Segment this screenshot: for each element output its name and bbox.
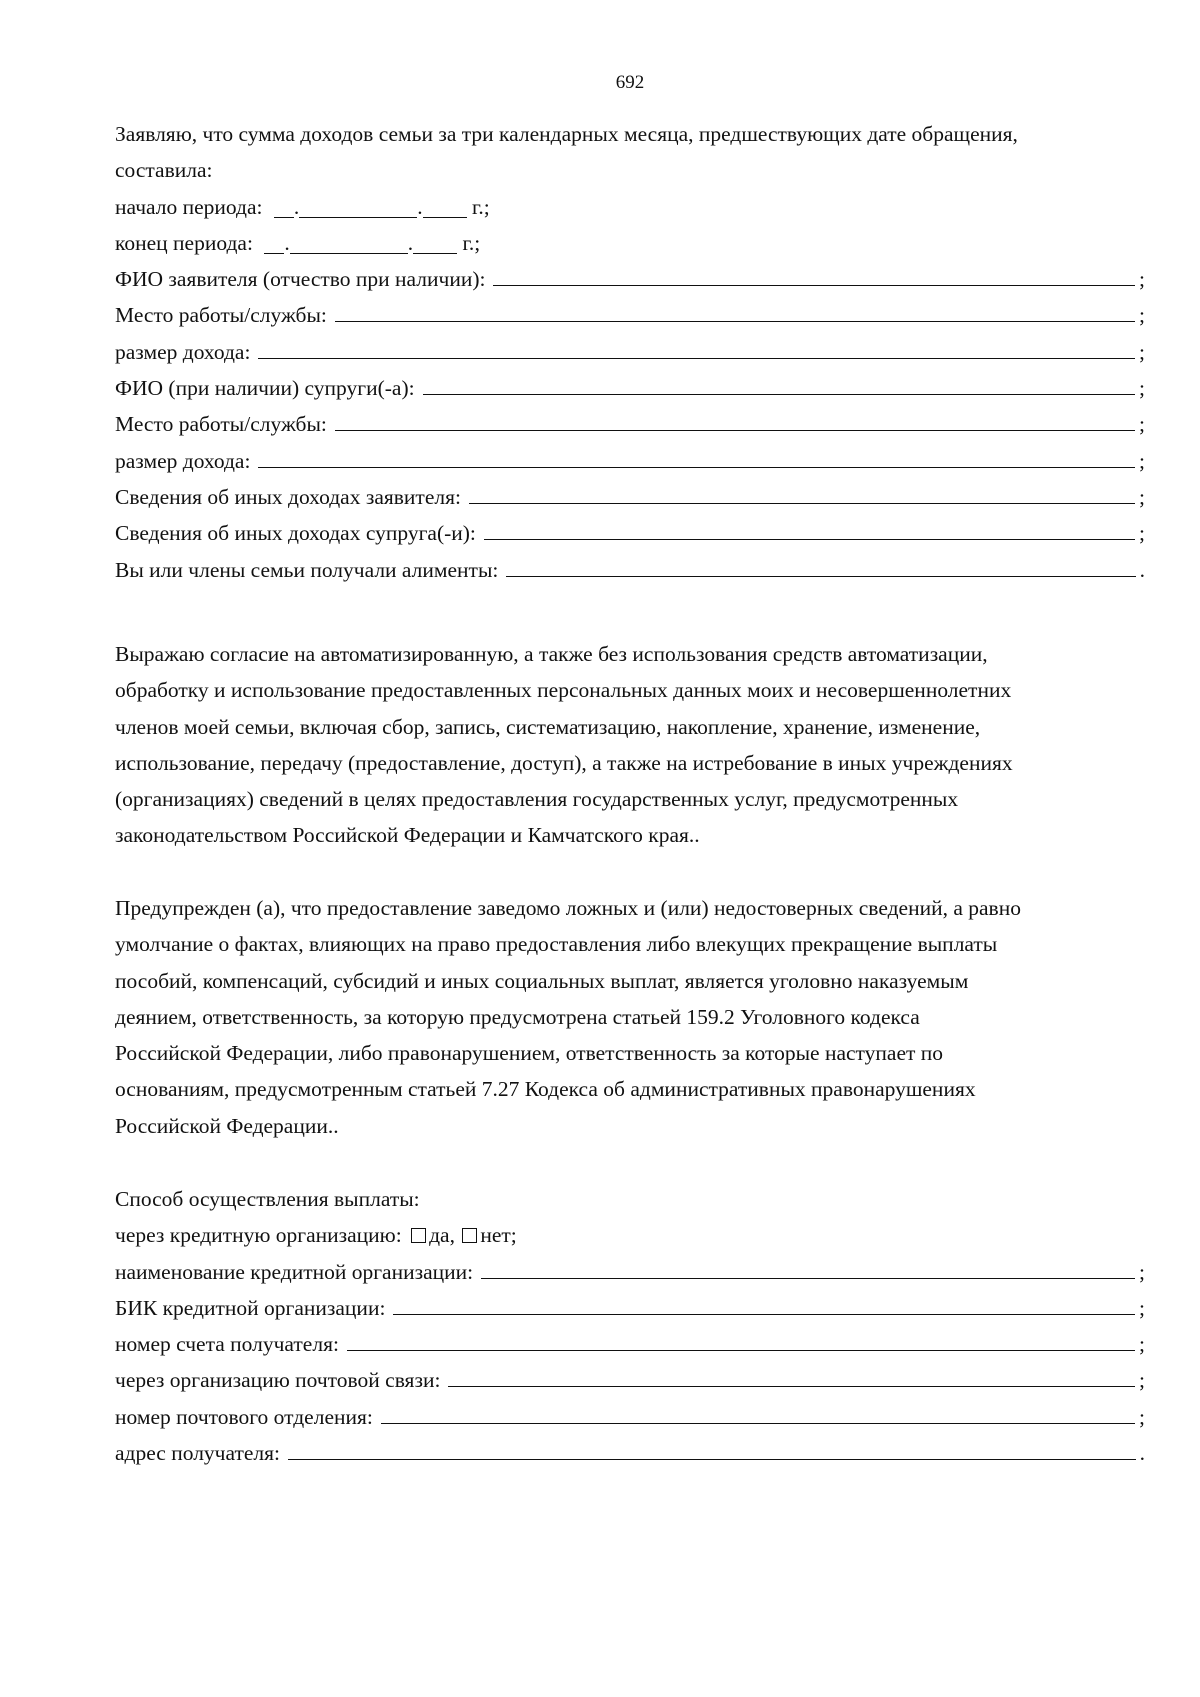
- field-end: ;: [1139, 521, 1145, 546]
- page-number: 692: [615, 72, 645, 93]
- period-end-label: конец периода:: [115, 230, 253, 255]
- field-label: ФИО заявителя (отчество при наличии):: [115, 267, 486, 292]
- field-end: .: [1139, 1441, 1145, 1466]
- period-end-month-field[interactable]: [290, 231, 408, 254]
- warning-line: основаниям, предусмотренным статьей 7.27 Кодекса об административных правонарушениях: [115, 1077, 976, 1102]
- period-start-month-field[interactable]: [299, 195, 417, 218]
- field-label: номер счета получателя:: [115, 1332, 339, 1357]
- applicant-workplace-row: [115, 297, 1145, 333]
- consent-line: (организациях) сведений в целях предоставления государственных услуг, предусмотренных: [115, 787, 959, 812]
- spouse-name-row: [115, 370, 1145, 406]
- field-end: ;: [1139, 412, 1145, 437]
- warning-paragraph: [115, 890, 1145, 1144]
- warning-line: Российской Федерации..: [115, 1113, 339, 1138]
- spouse-workplace-row: [115, 406, 1145, 442]
- postal-org-row: [115, 1362, 1145, 1398]
- warning-line: умолчание о фактах, влияющих на право предоставления либо влекущих прекращение выплаты: [115, 932, 998, 957]
- warning-line: Российской Федерации, либо правонарушением, ответственность за которые наступает по: [115, 1041, 944, 1066]
- applicant-income-field[interactable]: [258, 336, 1135, 359]
- field-label: через организацию почтовой связи:: [115, 1368, 441, 1393]
- period-end-day-field[interactable]: [264, 231, 284, 254]
- field-end: ;: [1139, 1332, 1145, 1357]
- period-end-row: конец периода: . . г.;: [115, 230, 481, 255]
- field-end: .: [1139, 557, 1145, 582]
- field-label: наименование кредитной организации:: [115, 1259, 474, 1284]
- income-intro-line: Заявляю, что сумма доходов семьи за три календарных месяца, предшествующих дате обращения,: [115, 122, 1018, 146]
- income-intro-line: составила:: [115, 158, 213, 183]
- field-label: размер дохода:: [115, 339, 251, 364]
- field-end: ;: [1139, 1404, 1145, 1429]
- period-end-year-field[interactable]: [413, 231, 457, 254]
- field-label: Место работы/службы:: [115, 412, 327, 437]
- income-section: [115, 116, 1145, 588]
- spouse-name-field[interactable]: [423, 372, 1135, 395]
- field-label: адрес получателя:: [115, 1441, 281, 1466]
- field-end: ;: [1139, 376, 1145, 401]
- postal-org-field[interactable]: [448, 1364, 1135, 1387]
- credit-org-row: [115, 1217, 1145, 1253]
- period-start-suffix: г.;: [471, 194, 490, 219]
- bank-bik-field[interactable]: [393, 1292, 1135, 1315]
- period-start-day-field[interactable]: [274, 195, 294, 218]
- applicant-name-row: [115, 261, 1145, 297]
- consent-line: использование, передачу (предоставление, доступ), а также на истребование в иных учреждениях: [115, 750, 1013, 775]
- post-office-number-row: [115, 1399, 1145, 1435]
- post-office-number-field[interactable]: [381, 1401, 1135, 1424]
- field-end: ;: [1139, 1295, 1145, 1320]
- account-number-field[interactable]: [347, 1328, 1135, 1351]
- warning-line: пособий, компенсаций, субсидий и иных социальных выплат, является уголовно наказуемым: [115, 968, 969, 993]
- field-end: ;: [1139, 1368, 1145, 1393]
- consent-line: обработку и использование предоставленных персональных данных моих и несовершеннолетних: [115, 678, 1012, 703]
- bank-name-field[interactable]: [481, 1256, 1135, 1279]
- applicant-income-row: [115, 334, 1145, 370]
- applicant-other-income-row: [115, 479, 1145, 515]
- consent-line: Выражаю согласие на автоматизированную, а также без использования средств автоматизации,: [115, 642, 988, 666]
- applicant-other-income-field[interactable]: [469, 481, 1135, 504]
- consent-paragraph: [115, 636, 1145, 854]
- field-label: Вы или члены семьи получали алименты:: [115, 557, 499, 582]
- field-label: Сведения об иных доходах заявителя:: [115, 484, 461, 509]
- spouse-other-income-field[interactable]: [484, 517, 1135, 540]
- account-number-row: [115, 1326, 1145, 1362]
- warning-line: Предупрежден (а), что предоставление заведомо ложных и (или) недостоверных сведений, а равно: [115, 896, 1021, 920]
- period-start-year-field[interactable]: [423, 195, 467, 218]
- bank-name-row: [115, 1254, 1145, 1290]
- field-label: Место работы/службы:: [115, 303, 327, 328]
- applicant-workplace-field[interactable]: [335, 299, 1135, 322]
- field-label: Сведения об иных доходах супруга(-и):: [115, 521, 476, 546]
- field-end: ;: [1139, 339, 1145, 364]
- spouse-other-income-row: [115, 515, 1145, 551]
- field-label: БИК кредитной организации:: [115, 1295, 386, 1320]
- spouse-income-row: [115, 443, 1145, 479]
- spouse-income-field[interactable]: [258, 445, 1135, 468]
- alimony-field[interactable]: [506, 554, 1135, 577]
- field-end: ;: [1139, 303, 1145, 328]
- payment-section: [115, 1181, 1145, 1471]
- field-label: ФИО (при наличии) супруги(-а):: [115, 376, 415, 401]
- credit-org-label: через кредитную организацию:: [115, 1223, 402, 1248]
- credit-org-no-checkbox[interactable]: [462, 1228, 477, 1243]
- field-end: ;: [1139, 484, 1145, 509]
- recipient-address-field[interactable]: [288, 1437, 1136, 1460]
- field-end: ;: [1139, 267, 1145, 292]
- payment-title: Способ осуществления выплаты:: [115, 1187, 420, 1211]
- recipient-address-row: [115, 1435, 1145, 1471]
- period-start-row: начало периода: . . г.;: [115, 194, 490, 219]
- period-end-suffix: г.;: [462, 230, 481, 255]
- credit-org-no-label: нет;: [480, 1223, 517, 1248]
- bank-bik-row: [115, 1290, 1145, 1326]
- field-end: ;: [1139, 1259, 1145, 1284]
- consent-line: законодательством Российской Федерации и Камчатского края..: [115, 823, 700, 848]
- consent-line: членов моей семьи, включая сбор, запись, систематизацию, накопление, хранение, изменение,: [115, 714, 981, 739]
- field-end: ;: [1139, 448, 1145, 473]
- credit-org-yes-label: да,: [429, 1223, 455, 1248]
- field-label: размер дохода:: [115, 448, 251, 473]
- credit-org-yes-checkbox[interactable]: [411, 1228, 426, 1243]
- applicant-name-field[interactable]: [493, 263, 1135, 286]
- spouse-workplace-field[interactable]: [335, 408, 1135, 431]
- warning-line: деянием, ответственность, за которую предусмотрена статьей 159.2 Уголовного кодекса: [115, 1004, 920, 1029]
- alimony-row: [115, 552, 1145, 588]
- period-start-label: начало периода:: [115, 194, 263, 219]
- field-label: номер почтового отделения:: [115, 1404, 373, 1429]
